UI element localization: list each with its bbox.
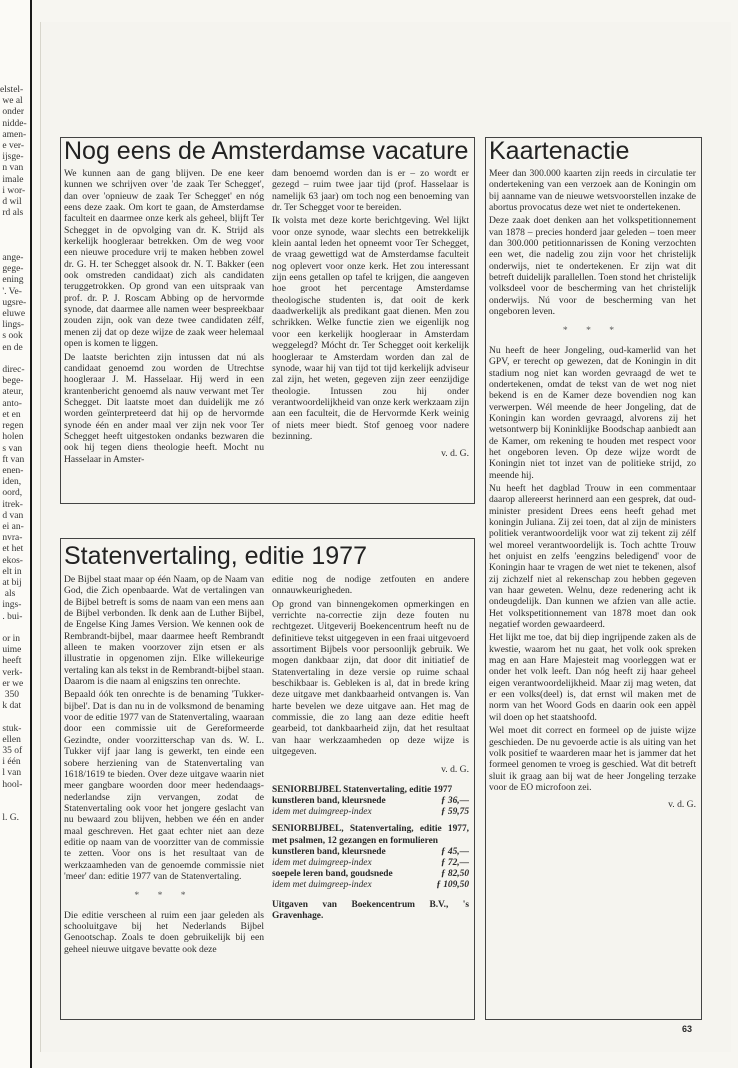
section-stars: * * * [134, 890, 194, 902]
paragraph: Deze zaak doet denken aan het volkspetitionnement van 1878 – precies honderd jaar geleden – toen meer dan 300.000 petitionnarissen de Koning verzochten een wet, die nadelig zou zijn voor het christelijk onderwijs, niet te ondertekenen. Er zijn wat dit betreft duidelijk parallellen. Toen stond het christelijk volksdeel voor de bescherming van het christelijk onderwijs. Nú voor de bescherming van het ongeboren leven. [489, 215, 696, 318]
signature: v. d. G. [441, 448, 469, 460]
article-kaartenactie-title: Kaartenactie [489, 137, 630, 165]
paragraph: Het lijkt me toe, dat bij diep ingrijpende zaken als de kwestie, waarom het nu gaat, het volk ook spreken mag en aan Hare Majesteit mag voorleggen wat er onder het volk leeft. Dan nóg heeft zij haar geheel eigen verantwoordelijkheid. Maar zij mag weten, dat er een volks(deel) is, dat ernst wil maken met de norm van het Woord Gods en daarin ook een appèl wil doen op het staatshoofd. [489, 632, 696, 723]
signature: v. d. G. [668, 799, 696, 811]
paragraph: We kunnen aan de gang blijven. De ene keer kunnen we schrijven over 'de zaak Ter Schegget', dan over 'opnieuw de zaak Ter Schegget' en nóg eens deze zaak. Om kort te gaan, de Amsterdamse faculteit en daarmee onze kerk als geheel, blijft Ter Schegget in de opvolging van dr. K. Strijd als kerkelijk hoogleraar betrekken. Om de weg voor een nieuwe procedure vrij te maken hebben zowel dr. G. H. ter Schegget alsook dr. N. T. Bakker (een ook omstreden candidaat) zich als candidaten teruggetrokken. Op grond van een uitspraak van prof. dr. P. J. Roscam Abbing op de hervormde synode, dat daarmee alle namen weer bespreekbaar zouden zijn, ook van deze twee candidaten zélf, menen zij dat op deze wijze de zaak weer helemaal open is komen te liggen. [64, 168, 264, 350]
paragraph: De Bijbel staat maar op één Naam, op de Naam van God, die Zich openbaarde. Wat de vertalingen van de Bijbel betreft is soms de naam van een mens aan de Bijbel verbonden. Ik denk aan de Luther Bijbel, de Engelse King James Version. We kennen ook de Rembrandt-bijbel, maar daarmee heeft Rembrandt alleen te maken voorzover zijn etsen er als illustratie in opgenomen zijn. Elke willekeurige vertaling kan als tekst in de Rembrandt-bijbel staan. Daarom is die naam al enigszins ten onrechte. [64, 574, 264, 688]
paragraph: Nu heeft het dagblad Trouw in een commentaar daarop allereerst herinnerd aan een gesprek, dat oud-minister president Drees eens heeft gehad met koningin Juliana. Zij zei toen, dat al zijn de ministers politiek verantwoordelijk voor wat zij tekent zij zélf wel moreel verantwoordelijk is. Toch achtte Trouw het onjuist en zelfs 'eengzins beledigend' voor de Koningin haar te vragen de wet niet te tekenen, alsof zij zichzelf niet al rekenschap zou hebben gegeven van haar geweten. Welnu, deze redenering acht ik ondeugdelijk. Dan kunnen we afzien van alle actie. Het volkspetitionnement van 1878 moet dan ook negatief worden gewaardeerd. [489, 482, 696, 631]
previous-page-fragment: elstel- we al onder nidde- amen- e ver- ijsge- n van imale i wor- d wil rd als ange- gege- ening '. Ve- ugsre- eluwe lings- s ook en de direc- bege- ateur, anto- et en regen holen s van ft van enen- iden, oord, itrek- d van ei an- nvra- et het ekos- elt in at bij als ings- . bui- or in uime heeft verk- er we 350 k dat stuk- ellen 35 of i één l van hool- l. G. [0, 85, 27, 824]
paragraph: Wel moet dit correct en formeel op de juiste wijze geschieden. De nu gevoerde actie is als uiting van het volk positief te waarderen maar het is jammer dat het formeel genomen te vroeg is geschied. Wat dit betreft sluit ik graag aan bij wat de heer Jongeling terzake voor de EO microfoon zei. [489, 725, 696, 793]
paragraph: Op grond van binnengekomen opmerkingen en verrichte na-correctie zijn deze fouten nu rechtgezet. Uitgeverij Boekencentrum heeft nu de definitieve tekst uitgegeven in een fraai uitgevoerd assortiment Bijbels voor persoonlijk gebruik. We mogen dankbaar zijn, dat door dit initiatief de Statenvertaling in deze versie op ruime schaal beschikbaar is. Gebleken is al, dat in brede kring deze uitgave met dankbaarheid ontvangen is. Van harte bevelen we deze uitgave aan. Het mag de commissie, die zo lang aan deze editie heeft gearbeid, tot dankbaarheid zijn, dat het resultaat van haar werkzaamheden op deze wijze is uitgegeven. [272, 598, 469, 758]
previous-page-edge [0, 0, 30, 1068]
article-statenvertaling-col2 [272, 574, 469, 922]
article-amsterdam-col1 [64, 168, 264, 465]
price-row: idem met duimgreep-index ƒ 72,— [272, 858, 469, 869]
price-row: idem met duimgreep-index ƒ 109,50 [272, 880, 469, 891]
article-statenvertaling-col1 [64, 574, 264, 955]
paragraph: Nu heeft de heer Jongeling, oud-kamerlid van het GPV, er terecht op gewezen, dat de Koningin in dit stadium nog niet kan worden gevraagd de wet te ondertekenen, omdat de tekst van de wet nog niet bekend is en de Kamer deze bovendien nog kan verwerpen. Wél meende de heer Jongeling, dat de Koningin kan worden gevraagd, alvorens zij het wetsontwerp bij Koninklijke Boodschap aanbiedt aan de Kamer, om rekening te houden met respect voor het ongeboren leven. Op deze wijze wordt de Koningin niet tot inzet van de politieke strijd, zo meende hij. [489, 344, 696, 481]
section-stars: * * * [562, 325, 623, 337]
price-row: idem met duimgreep-index ƒ 59,75 [272, 807, 469, 818]
paragraph: Ik volsta met deze korte berichtgeving. Wel lijkt voor onze synode, waar slechts een betrekkelijk klein aantal leden het opneemt voor Ter Schegget, de vraag gewettigd wat de Amsterdamse faculteit nog oplevert voor onze kerk. Het zou interessant zijn eens getallen op tafel te krijgen, die aangeven hoe groot het percentage Amsterdamse theologische studenten is, dat ooit de kerk daadwerkelijk als predikant gaat dienen. Men zou schrikken. Welke functie zien we eigenlijk nog voor een kerkelijk hoogleraar in Amsterdam weggelegd? Mócht dr. Ter Schegget ooit kerkelijk hoogleraar te Amsterdam worden dan zal de synode, waar hij van tijd tot tijd kerkelijk adviseur zal zijn, het weten, gegeven zijn zeer eenzijdige theologie. Intussen zou hij onder verantwoordelijkheid van onze kerk werkzaam zijn aan een faculteit, die de Hervormde Kerk weinig of niets meer biedt. Stof genoeg voor nadere bezinning. [272, 215, 469, 442]
price-row: soepele leren band, goudsnede ƒ 82,50 [272, 869, 469, 880]
article-statenvertaling-title: Statenvertaling, editie 1977 [64, 542, 367, 570]
article-kaartenactie-col [489, 168, 696, 811]
paragraph: Die editie verscheen al ruim een jaar geleden als schooluitgave bij het Nederlands Bijbel Genootschap. Zoals te doen gebruikelijk bij een geheel nieuwe uitgave bevatte ook deze [64, 909, 264, 955]
article-amsterdam-title: Nog eens de Amsterdamse vacature [64, 137, 469, 165]
price-group-title: SENIORBIJBEL, Statenvertaling, editie 1977, met psalmen, 12 gezangen en formulieren [272, 824, 469, 846]
paragraph: Bepaald óók ten onrechte is de benaming 'Tukker-bijbel'. Dat is dan nu in de volksmond de benaming voor de editie 1977 van de Statenvertaling, waaraan door een commissie uit de Gereformeerde Gezindte, onder voorzitterschap van ds. W. L. Tukker vijf jaar lang is gewerkt, ten einde een sobere herziening van de Statenvertaling van 1618/1619 te bieden. Over deze uitgave waarin niet meer gangbare woorden door meer hedendaags-nederlandse zijn vervangen, zodat de Statenvertaling ook voor het jongere geslacht van nu bewaard zou blijven, hebben we één en ander maal geschreven. Het gaat echter niet aan deze editie op naam van de voorzitter van de commissie te zetten. Voor ons is het resultaat van de werkzaamheden van de genoemde commissie niet 'meer' dan: editie 1977 van de Statenvertaling. [64, 689, 264, 882]
paragraph: editie nog de nodige zetfouten en andere onnauwkeurigheden. [272, 574, 469, 597]
paragraph: De laatste berichten zijn intussen dat nú als candidaat genoemd zou worden de Utrechtse hoogleraar J. M. Hasselaar. Hij werd in een krantenbericht genoemd als nauw verwant met Ter Schegget. Dit laatste moet dan duidelijk me zó worden geïnterpreteerd dat hij op de hervormde synode één en ander maal ver zijn nek voor Ter Schegget heeft uitgestoken ondanks bezwaren die ook hij tegen diens theologie heeft. Mocht nu Hasselaar in Amster- [64, 351, 264, 465]
price-row: kunstleren band, kleursnede ƒ 45,— [272, 846, 469, 857]
spine-divider [30, 0, 32, 1068]
signature: v. d. G. [441, 763, 469, 775]
article-amsterdam-col2 [272, 168, 469, 460]
page-number: 63 [682, 1024, 693, 1034]
price-list [272, 785, 469, 922]
price-group-title: SENIORBIJBEL Statenvertaling, editie 1977 [272, 784, 453, 795]
publisher-line: Uitgaven van Boekencentrum B.V., 's Gravenhage. [272, 899, 469, 921]
price-row: kunstleren band, kleursnede ƒ 36,— [272, 796, 469, 807]
paragraph: Meer dan 300.000 kaarten zijn reeds in circulatie ter ondertekening van een verzoek aan de Koningin om bij aanname van de nieuwe wetsvoorstellen inzake de abortus provocatus deze wet niet te ondertekenen. [489, 168, 696, 214]
paragraph: dam benoemd worden dan is er – zo wordt er gezegd – ruim twee jaar tijd (prof. Hasselaar is namelijk 63 jaar) om toch nog een benoeming van dr. Ter Schegget voor te bereiden. [272, 168, 469, 214]
